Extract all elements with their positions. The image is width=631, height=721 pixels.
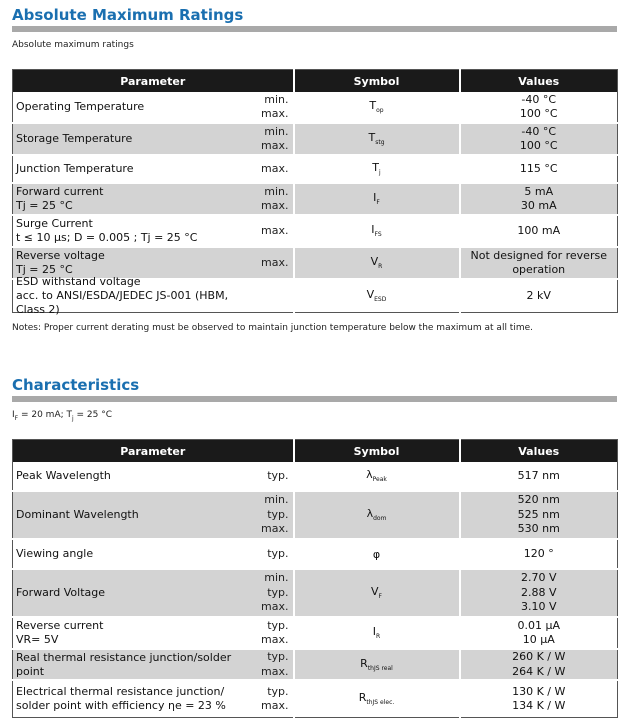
amr-parameter-line: Tj = 25 °C bbox=[16, 199, 73, 212]
char-condition-label: min. bbox=[264, 571, 289, 585]
char-table-row bbox=[13, 539, 618, 569]
amr-symbol-cell bbox=[294, 183, 460, 215]
amr-parameter-name bbox=[13, 184, 259, 214]
char-symbol-cell bbox=[294, 680, 460, 718]
amr-symbol: I bbox=[373, 191, 377, 205]
char-value: 2.70 V bbox=[520, 571, 557, 585]
amr-parameter-wrap bbox=[13, 275, 293, 316]
amr-condition-label: min. bbox=[264, 184, 289, 198]
amr-values-cell bbox=[460, 279, 618, 313]
char-parameter-wrap bbox=[13, 570, 293, 616]
amr-parameter-cell bbox=[13, 155, 294, 183]
amr-value: 100 °C bbox=[519, 139, 558, 152]
char-table-row bbox=[13, 569, 618, 617]
amr-parameter-line: Forward current bbox=[16, 185, 104, 198]
char-value: 260 K / W bbox=[512, 650, 566, 663]
amr-condition bbox=[259, 92, 293, 122]
char-parameter-name bbox=[13, 462, 259, 490]
char-condition-label: typ. bbox=[267, 546, 289, 560]
amr-symbol-subscript: stg bbox=[375, 139, 385, 147]
char-values-cell bbox=[460, 569, 618, 617]
char-values-cell bbox=[460, 680, 618, 718]
char-symbol-subscript: dom bbox=[373, 515, 387, 523]
amr-symbol-cell bbox=[294, 123, 460, 155]
char-value: 520 nm bbox=[517, 493, 560, 507]
char-parameter-cell bbox=[13, 569, 294, 617]
amr-note: Notes: Proper current derating must be observed to maintain junction temperature below the maximum at all time. bbox=[12, 323, 533, 333]
char-parameter-wrap bbox=[13, 681, 293, 717]
char-symbol: φ bbox=[372, 547, 381, 561]
amr-value: -40 °C bbox=[521, 92, 557, 106]
char-condition-label: max. bbox=[261, 664, 289, 678]
amr-values-cell bbox=[460, 123, 618, 155]
amr-symbol-subscript: j bbox=[379, 169, 381, 177]
char-value: 525 nm bbox=[517, 507, 560, 521]
amr-parameter-wrap bbox=[13, 124, 293, 154]
amr-symbol: V bbox=[366, 288, 375, 302]
amr-parameter-cell bbox=[13, 215, 294, 247]
char-symbol-cell bbox=[294, 462, 460, 491]
amr-condition bbox=[259, 248, 293, 278]
char-symbol-cell bbox=[294, 649, 460, 680]
char-parameter-cell bbox=[13, 462, 294, 491]
amr-values-cell bbox=[460, 215, 618, 247]
amr-parameter-name bbox=[13, 156, 259, 182]
char-table-row bbox=[13, 649, 618, 680]
amr-parameter-wrap bbox=[13, 156, 293, 182]
char-parameter-line: VR= 5V bbox=[16, 633, 59, 646]
char-parameter-wrap bbox=[13, 492, 293, 538]
amr-symbol: T bbox=[372, 161, 380, 175]
amr-parameter-line: Surge Current bbox=[16, 217, 93, 230]
amr-parameter-wrap bbox=[13, 248, 293, 278]
char-condition-label: max. bbox=[261, 699, 289, 712]
char-section-title: Characteristics bbox=[12, 376, 140, 394]
char-symbol: I bbox=[372, 625, 377, 639]
amr-table-row bbox=[13, 155, 618, 183]
char-condition-label: typ. bbox=[267, 468, 289, 482]
amr-parameter-line: Reverse voltage bbox=[16, 249, 105, 262]
amr-symbol: T bbox=[368, 131, 376, 145]
char-parameter-line: solder point with efficiency ηe = 23 % bbox=[16, 699, 226, 712]
amr-parameter-wrap bbox=[13, 92, 293, 122]
char-parameter-line: Forward Voltage bbox=[16, 586, 105, 599]
char-symbol-subscript: R bbox=[376, 633, 381, 641]
amr-symbol-subscript: ESD bbox=[374, 296, 387, 304]
amr-header-row bbox=[13, 70, 618, 93]
amr-values-cell bbox=[460, 92, 618, 123]
amr-symbol-cell bbox=[294, 155, 460, 183]
amr-condition bbox=[259, 184, 293, 214]
amr-table-row bbox=[13, 279, 618, 313]
char-table-row bbox=[13, 680, 618, 718]
amr-symbol-subscript: R bbox=[378, 263, 383, 271]
amr-parameter-wrap bbox=[13, 184, 293, 214]
amr-symbol-cell bbox=[294, 247, 460, 279]
amr-condition bbox=[259, 216, 293, 246]
amr-parameter-line: Storage Temperature bbox=[16, 132, 133, 145]
amr-parameter-cell bbox=[13, 92, 294, 123]
amr-values-cell bbox=[460, 247, 618, 279]
char-values-cell bbox=[460, 491, 618, 539]
amr-value: 100 mA bbox=[517, 223, 561, 237]
char-condition bbox=[259, 540, 293, 568]
char-parameter-name bbox=[13, 681, 259, 717]
char-parameter-name bbox=[13, 618, 259, 648]
char-parameter-line: Dominant Wavelength bbox=[16, 508, 139, 521]
amr-symbol-cell bbox=[294, 279, 460, 313]
char-value: 3.10 V bbox=[520, 600, 557, 614]
char-value: 120 ° bbox=[523, 546, 554, 560]
amr-value: 100 °C bbox=[519, 107, 558, 120]
amr-condition-label: max. bbox=[261, 199, 289, 212]
amr-symbol: V bbox=[370, 255, 379, 269]
char-header-values: Values bbox=[460, 440, 618, 463]
amr-parameter-line: acc. to ANSI/ESDA/JEDEC JS-001 (HBM, Class 2) bbox=[16, 289, 229, 316]
amr-value: -40 °C bbox=[521, 124, 557, 138]
amr-symbol: I bbox=[371, 223, 375, 237]
char-symbol-subscript: thJS real bbox=[367, 665, 393, 673]
amr-symbol-subscript: F bbox=[376, 199, 380, 207]
char-condition bbox=[259, 618, 293, 648]
char-value: 264 K / W bbox=[512, 664, 566, 678]
char-symbol-cell bbox=[294, 569, 460, 617]
amr-parameter-cell bbox=[13, 183, 294, 215]
amr-values-cell bbox=[460, 155, 618, 183]
char-symbol-cell bbox=[294, 617, 460, 649]
char-parameter-cell bbox=[13, 617, 294, 649]
amr-symbol-subscript: FS bbox=[374, 231, 382, 239]
amr-parameter-name bbox=[13, 275, 259, 316]
amr-parameter-name bbox=[13, 92, 259, 122]
amr-parameter-cell bbox=[13, 123, 294, 155]
amr-parameter-line: t ≤ 10 μs; D = 0.005 ; Tj = 25 °C bbox=[16, 231, 198, 244]
amr-parameter-line: ESD withstand voltage bbox=[16, 275, 141, 288]
char-table-row bbox=[13, 617, 618, 649]
amr-value: 2 kV bbox=[526, 288, 551, 302]
amr-condition-label: min. bbox=[264, 124, 289, 138]
char-values-cell bbox=[460, 539, 618, 569]
char-condition-label: max. bbox=[261, 633, 289, 646]
char-condition-label: typ. bbox=[267, 585, 289, 599]
amr-condition bbox=[259, 124, 293, 154]
amr-condition-label: max. bbox=[261, 139, 289, 152]
char-parameter-line: Real thermal resistance junction/solder point bbox=[16, 650, 232, 678]
char-parameter-name bbox=[13, 652, 259, 678]
amr-parameter-name bbox=[13, 124, 259, 154]
char-parameter-name bbox=[13, 492, 259, 538]
char-subtitle: $I_F = 20$ mA; $T_j = 25$ °C bbox=[12, 410, 113, 422]
char-value: 530 nm bbox=[517, 522, 560, 536]
char-parameter-line: Reverse current bbox=[16, 619, 104, 632]
amr-symbol-subscript: op bbox=[376, 107, 384, 115]
amr-parameter-line: Operating Temperature bbox=[16, 100, 145, 113]
char-parameter-name bbox=[13, 540, 259, 568]
amr-value: 115 °C bbox=[519, 161, 558, 175]
char-value: 10 μA bbox=[522, 633, 555, 646]
amr-table-row bbox=[13, 92, 618, 123]
char-parameter-wrap bbox=[13, 462, 293, 490]
amr-values-cell bbox=[460, 183, 618, 215]
amr-condition bbox=[259, 280, 293, 312]
char-symbol-subscript: Peak bbox=[372, 476, 387, 484]
char-condition bbox=[259, 492, 293, 538]
char-parameter-wrap bbox=[13, 652, 293, 678]
amr-symbol-cell bbox=[294, 92, 460, 123]
char-symbol-subscript: thJS elec. bbox=[366, 699, 395, 707]
amr-condition-label: min. bbox=[264, 92, 289, 106]
char-parameter-name bbox=[13, 570, 259, 616]
char-values-cell bbox=[460, 649, 618, 680]
char-parameter-line: Peak Wavelength bbox=[16, 469, 111, 482]
amr-value: 5 mA bbox=[524, 184, 554, 198]
amr-header-values: Values bbox=[460, 70, 618, 93]
amr-table bbox=[12, 69, 618, 316]
char-condition bbox=[259, 570, 293, 616]
char-symbol: λ bbox=[366, 468, 373, 482]
char-value: 517 nm bbox=[517, 468, 560, 482]
char-condition-label: typ. bbox=[267, 684, 289, 698]
char-parameter-line: Viewing angle bbox=[16, 547, 94, 560]
amr-header-parameter: Parameter bbox=[13, 70, 294, 93]
char-condition-label: max. bbox=[261, 522, 289, 536]
amr-parameter-cell bbox=[13, 275, 294, 316]
amr-condition-label: max. bbox=[261, 255, 289, 269]
char-header-parameter: Parameter bbox=[13, 440, 294, 463]
char-condition-label: max. bbox=[261, 600, 289, 614]
char-condition-label: min. bbox=[264, 493, 289, 507]
amr-parameter-line: Tj = 25 °C bbox=[16, 263, 73, 276]
amr-value: 30 mA bbox=[520, 199, 557, 212]
amr-symbol-cell bbox=[294, 215, 460, 247]
amr-value: Not designed for reverse bbox=[470, 248, 607, 262]
amr-condition-label: max. bbox=[261, 107, 289, 120]
char-parameter-cell bbox=[13, 539, 294, 569]
amr-condition bbox=[259, 156, 293, 182]
amr-condition-label: max. bbox=[261, 223, 289, 237]
amr-header-symbol: Symbol bbox=[294, 70, 460, 93]
char-value: 2.88 V bbox=[520, 585, 557, 599]
char-symbol-subscript: F bbox=[378, 593, 382, 601]
amr-table-row bbox=[13, 183, 618, 215]
char-table-row bbox=[13, 462, 618, 491]
amr-condition-label: max. bbox=[261, 161, 289, 175]
char-condition-label: typ. bbox=[267, 618, 289, 632]
char-parameter-cell bbox=[13, 649, 294, 680]
amr-value: operation bbox=[512, 263, 566, 276]
amr-parameter-name bbox=[13, 248, 259, 278]
char-parameter-cell bbox=[13, 491, 294, 539]
char-symbol: R bbox=[358, 691, 367, 705]
char-condition bbox=[259, 652, 293, 678]
char-header-row bbox=[13, 440, 618, 463]
amr-symbol: T bbox=[369, 99, 377, 113]
amr-table-row bbox=[13, 215, 618, 247]
amr-parameter-line: Junction Temperature bbox=[16, 162, 134, 175]
char-symbol: V bbox=[371, 585, 379, 599]
amr-section-title: Absolute Maximum Ratings bbox=[12, 6, 244, 24]
char-symbol-cell bbox=[294, 539, 460, 569]
char-condition bbox=[259, 681, 293, 717]
char-value: 134 K / W bbox=[512, 699, 566, 712]
char-condition-label: typ. bbox=[267, 507, 289, 521]
char-table-row bbox=[13, 491, 618, 539]
amr-parameter-wrap bbox=[13, 216, 293, 246]
char-value: 0.01 μA bbox=[517, 618, 560, 632]
amr-title-rule bbox=[12, 26, 617, 32]
char-symbol-cell bbox=[294, 491, 460, 539]
char-values-cell bbox=[460, 617, 618, 649]
char-condition bbox=[259, 462, 293, 490]
char-header-symbol: Symbol bbox=[294, 440, 460, 463]
char-table bbox=[12, 439, 618, 718]
amr-parameter-name bbox=[13, 216, 259, 246]
char-symbol: λ bbox=[366, 507, 374, 521]
char-values-cell bbox=[460, 462, 618, 491]
char-parameter-wrap bbox=[13, 540, 293, 568]
amr-subtitle: Absolute maximum ratings bbox=[12, 40, 134, 50]
char-parameter-wrap bbox=[13, 618, 293, 648]
char-symbol: R bbox=[360, 656, 368, 670]
char-parameter-line: Electrical thermal resistance junction/ bbox=[16, 685, 225, 698]
char-value: 130 K / W bbox=[512, 684, 566, 698]
char-condition-label: typ. bbox=[267, 650, 289, 663]
char-title-rule bbox=[12, 396, 617, 402]
char-parameter-cell bbox=[13, 680, 294, 718]
amr-table-row bbox=[13, 123, 618, 155]
